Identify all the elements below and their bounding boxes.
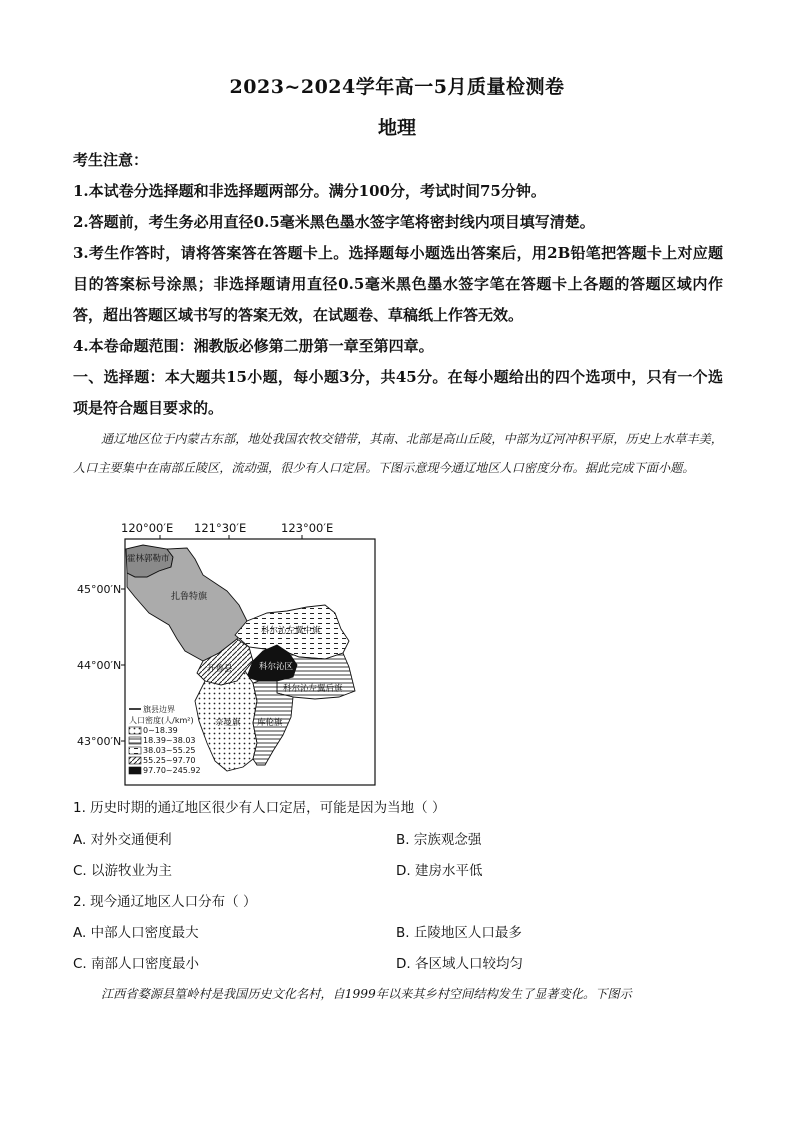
exam-subject: 地理 xyxy=(377,117,416,139)
label-zhalute: 扎鲁特旗 xyxy=(171,592,208,602)
lat-label-2: 44°00′N xyxy=(77,659,122,672)
passage-huangling: 江西省婺源县篁岭村是我国历史文化名村，自1999年以来其乡村空间结构发生了显著变化。下图示 xyxy=(101,987,632,1001)
label-kailu: 开鲁县 xyxy=(207,664,233,674)
notice-item-1: 1.本试卷分选择题和非选择题两部分。满分100分，考试时间75分钟。 xyxy=(73,182,546,200)
question-2-option-b: B. 丘陵地区人口最多 xyxy=(396,925,522,941)
lat-label-3: 43°00′N xyxy=(77,735,122,748)
exam-title: 2023~2024学年高一5月质量检测卷 xyxy=(229,76,565,98)
lon-label-3: 123°00′E xyxy=(281,521,334,535)
label-kezuozhong: 科尔沁左翼中旗 xyxy=(261,626,321,636)
label-keerqin: 科尔沁区 xyxy=(259,662,294,672)
notice-item-4: 4.本卷命题范围：湘教版必修第二册第一章至第四章。 xyxy=(73,337,434,355)
question-2-option-a: A. 中部人口密度最大 xyxy=(73,925,199,941)
lon-label-1: 120°00′E xyxy=(121,521,174,535)
label-naiman: 奈曼旗 xyxy=(215,718,241,728)
question-2-option-d: D. 各区域人口较均匀 xyxy=(396,956,523,972)
label-kezuohou: 科尔沁左翼后旗 xyxy=(283,684,343,694)
legend-class-1: 0~18.39 xyxy=(143,726,178,735)
legend-border: 旗县边界 xyxy=(143,705,175,714)
label-kulun: 库伦旗 xyxy=(257,718,283,728)
notice-item-2: 2.答题前，考生务必用直径0.5毫米黑色墨水签字笔将密封线内项目填写清楚。 xyxy=(73,213,595,231)
question-1-option-d: D. 建房水平低 xyxy=(396,863,483,879)
population-density-map xyxy=(77,521,377,789)
question-1-option-c: C. 以游牧业为主 xyxy=(73,863,173,879)
notice-item-3: 3.考生作答时，请将答案答在答题卡上。选择题每小题选出答案后，用2B铅笔把答题卡上对应题目的答案标号涂黑；非选择题请用直径0.5毫米黑色墨水签字笔在答题卡上各题的答题区域内作答，超出答题区域书写的答案无效，在试题卷、草稿纸上作答无效。 xyxy=(73,244,723,324)
question-1-option-b: B. 宗族观念强 xyxy=(396,832,482,848)
lat-label-1: 45°00′N xyxy=(77,583,122,596)
passage-tongliao: 通辽地区位于内蒙古东部，地处我国农牧交错带，其南、北部是高山丘陵，中部为辽河冲积平原，历史上水草丰美，人口主要集中在南部丘陵区，流动强，很少有人口定居。下图示意现今通辽地区人口密度分布。据此完成下面小题。 xyxy=(73,432,723,475)
lon-label-2: 121°30′E xyxy=(194,521,247,535)
legend-class-3: 38.03~55.25 xyxy=(143,746,196,755)
legend-class-4: 55.25~97.70 xyxy=(143,756,196,765)
section-heading: 一、选择题：本大题共15小题，每小题3分，共45分。在每小题给出的四个选项中，只有一个选项是符合题目要求的。 xyxy=(73,368,723,417)
legend-title: 人口密度(人/km²) xyxy=(129,716,194,725)
notice-heading: 考生注意： xyxy=(73,151,149,169)
question-2-stem: 2. 现今通辽地区人口分布（ ） xyxy=(73,894,257,910)
question-2-option-c: C. 南部人口密度最小 xyxy=(73,956,200,972)
label-huolinguole: 霍林郭勒市 xyxy=(127,554,170,564)
question-1-stem: 1. 历史时期的通辽地区很少有人口定居，可能是因为当地（ ） xyxy=(73,800,446,816)
legend-class-5: 97.70~245.92 xyxy=(143,766,201,775)
legend-class-2: 18.39~38.03 xyxy=(143,736,196,745)
question-1-option-a: A. 对外交通便利 xyxy=(73,832,172,848)
